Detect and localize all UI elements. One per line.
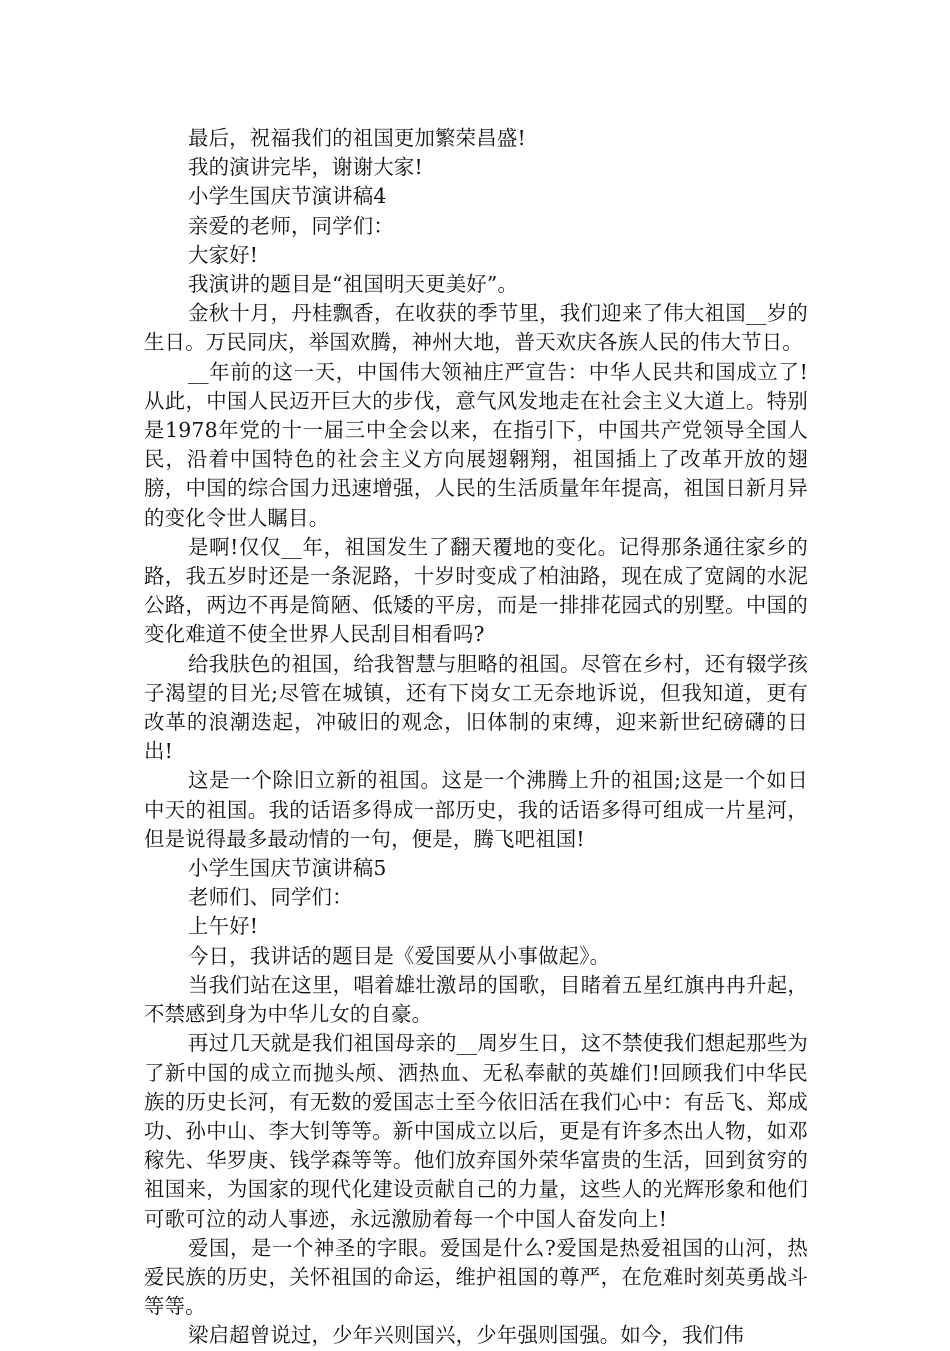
speech-title-4: 小学生国庆节演讲稿4	[188, 184, 387, 209]
greeting-teachers-students: 亲爱的老师，同学们：	[188, 213, 394, 238]
paragraph-rising-motherland: 这是一个除旧立新的祖国。这是一个沸腾上升的祖国;这是一个如日中天的祖国。我的话语多得成一部历史，我的话语多得可组成一片星河，但是说得最多最动情的一句，便是，腾飞吧祖国!	[144, 768, 808, 851]
paragraph-motherland-wisdom: 给我肤色的祖国，给我智慧与胆略的祖国。尽管在乡村，还有辍学孩子渴望的目光;尽管在城镇，还有下岗女工无奈地诉说，但我知道，更有改革的浪潮迭起，冲破旧的观念，旧体制的束缚，迎来新世纪磅礴的日出!	[144, 651, 808, 764]
paragraph-golden-autumn: 金秋十月，丹桂飘香，在收获的季节里，我们迎来了伟大祖国__岁的生日。万民同庆，举国欢腾，神州大地，普天欢庆各族人民的伟大节日。	[144, 301, 808, 355]
paragraph-closing-thanks: 我的演讲完毕，谢谢大家!	[188, 155, 423, 180]
paragraph-patriotism-definition: 爱国，是一个神圣的字眼。爱国是什么?爱国是热爱祖国的山河，热爱民族的历史，关怀祖国的命运，维护祖国的尊严，在危难时刻英勇战斗等等。	[144, 1235, 808, 1319]
speech-topic-5: 今日，我讲话的题目是《爱国要从小事做起》。	[188, 943, 611, 968]
paragraph-national-anthem: 当我们站在这里，唱着雄壮激昂的国歌，目睹着五星红旗冉冉升起，不禁感到身为中华儿女的自豪。	[144, 972, 808, 1027]
paragraph-liang-qichao: 梁启超曾说过，少年兴则国兴，少年强则国强。如今，我们伟	[188, 1323, 744, 1348]
greeting-teachers-classmates: 老师们、同学们：	[188, 885, 353, 910]
speech-title-5: 小学生国庆节演讲稿5	[188, 856, 387, 881]
paragraph-founding: __年前的这一天，中国伟大领袖庄严宣告：中华人民共和国成立了!从此，中国人民迈开巨大的步伐，意气风发地走在社会主义大道上。特别是1978年党的十一届三中全会以来，在指引下，中国共产党领导全国人民，沿着中国特色的社会主义方向展翅翱翔，祖国插上了改革开放的翅膀，中国的综合国力迅速增强，人民的生活质量年年提高，祖国日新月异的变化令世人瞩目。	[144, 359, 808, 530]
document-body	[144, 124, 808, 1351]
greeting-good-morning: 上午好!	[188, 914, 259, 939]
paragraph-heroes: 再过几天就是我们祖国母亲的__周岁生日，这不禁使我们想起那些为了新中国的成立而抛头颅、洒热血、无私奉献的英雄们!回顾我们中华民族的历史长河，有无数的爱国志士至今依旧活在我们心中：有岳飞、郑成功、孙中山、李大钊等等。新中国成立以后，更是有许多杰出人物，如邓稼先、华罗庚、钱学森等等。他们放弃国外荣华富贵的生活，回到贫穷的祖国来，为国家的现代化建设贡献自己的力量，这些人的光辉形象和他们可歌可泣的动人事迹，永远激励着每一个中国人奋发向上!	[144, 1031, 808, 1231]
speech-topic: 我演讲的题目是“祖国明天更美好”。	[188, 272, 519, 297]
paragraph-changes: 是啊!仅仅__年，祖国发生了翻天覆地的变化。记得那条通往家乡的路，我五岁时还是一条泥路，十岁时变成了柏油路，现在成了宽阔的水泥公路，两边不再是简陋、低矮的平房，而是一排排花园式的别墅。中国的变化难道不使全世界人民刮目相看吗?	[144, 534, 808, 647]
paragraph-closing-wish: 最后，祝福我们的祖国更加繁荣昌盛!	[188, 126, 526, 150]
greeting-hello: 大家好!	[188, 242, 259, 267]
